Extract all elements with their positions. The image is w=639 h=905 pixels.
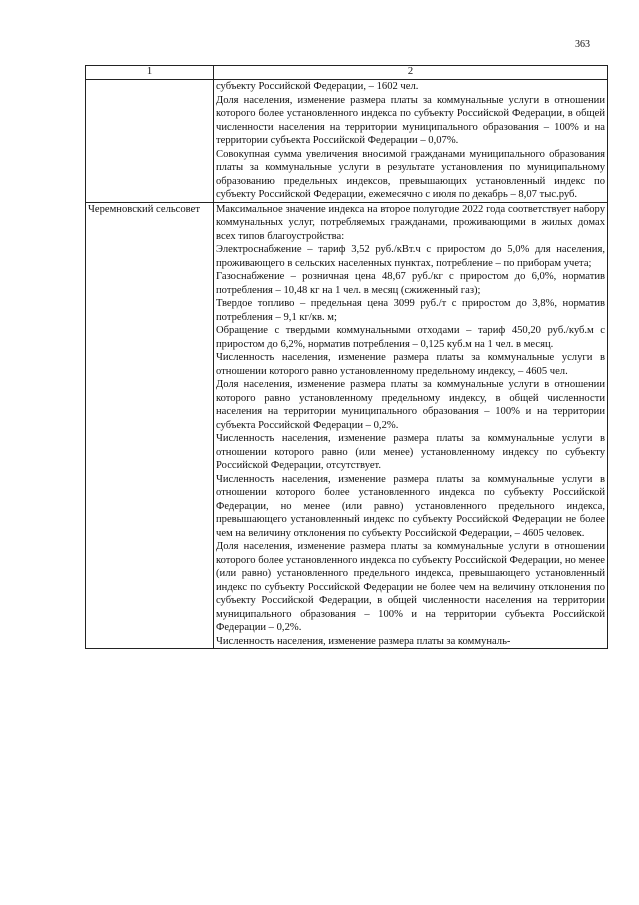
paragraph: Доля населения, изменение размера платы за коммунальные услуги в отношении которого более установленного индекса по субъекту Российской Федерации, в общей численности населения на территории муниципального образования – 100% и на территории субъекта Российской Федерации – 0,07%. [216,94,605,146]
page-number: 363 [575,39,590,50]
table-row [86,80,608,203]
description-cell [214,80,608,203]
table-header-row [86,66,608,80]
paragraph: Совокупная сумма увеличения вносимой гражданами муниципального образования платы за коммунальные услуги в результате установления по муниципальному образованию предельных индексов, превышающих установленный индекс по субъекту Российской Федерации, ежемесячно с июля по декабрь – 8,07 тыс.руб. [216,148,605,200]
paragraph: Обращение с твердыми коммунальными отходами – тариф 450,20 руб./куб.м с приростом до 6,2%, норматив потребления – 0,125 куб.м на 1 чел. в месяц. [216,325,605,350]
paragraph: Численность населения, изменение размера платы за коммунальные услуги в отношении которого равно (или менее) установленному индексу по субъекту Российской Федерации, отсутствует. [216,433,605,471]
document-table [85,65,608,649]
description-cell [214,202,608,648]
column-header-2: 2 [214,66,608,80]
paragraph: Доля населения, изменение размера платы за коммунальные услуги в отношении которого равно установленному предельному индексу, в общей численности населения на территории муниципального образования – 100% и на территории субъекта Российской Федерации – 0,2%. [216,379,605,431]
paragraph: Численность населения, изменение размера платы за коммунальные услуги в отношении которого равно установленному предельному индексу, – 4605 чел. [216,352,605,377]
column-header-1: 1 [86,66,214,80]
table-row [86,202,608,648]
paragraph: субъекту Российской Федерации, – 1602 чел. [216,81,419,92]
paragraph: Численность населения, изменение размера платы за коммунальные услуги в отношении которого более установленного индекса по субъекту Российской Федерации, но менее (или равно) установленного предельного индекса, превышающего установленный индекс по субъекту Российской Федерации не более чем на величину отклонения по субъекту Российской Федерации, – 4605 человек. [216,473,605,539]
paragraph: Твердое топливо – предельная цена 3099 руб./т с приростом до 3,8%, норматив потребления – 9,1 кг/кв. м; [216,298,605,323]
paragraph: Доля населения, изменение размера платы за коммунальные услуги в отношении которого более установленного индекса по субъекту Российской Федерации, но менее (или равно) установленного предельного индекса, превышающего установленный индекс по субъекту Российской Федерации не более чем на величину отклонения по субъекту Российской Федерации, в общей численности населения на территории муниципального образования – 100% и на территории субъекта Российской Федерации – 0,2%. [216,541,605,633]
municipality-cell: Черемновский сельсовет [86,202,214,648]
paragraph: Электроснабжение – тариф 3,52 руб./кВт.ч с приростом до 5,0% для населения, проживающего в сельских населенных пунктах, потребление – по приборам учета; [216,244,605,269]
paragraph: Численность населения, изменение размера платы за коммуналь- [216,635,511,647]
paragraph: Максимальное значение индекса на второе полугодие 2022 года соответствует набору коммунальных услуг, потребляемых гражданами, проживающими в жилых домах всех типов благоустройства: [216,203,605,242]
paragraph: Газоснабжение – розничная цена 48,67 руб./кг с приростом до 6,0%, норматив потребления – 10,48 кг на 1 чел. в месяц (сжиженный газ); [216,271,605,296]
municipality-cell [86,80,214,203]
